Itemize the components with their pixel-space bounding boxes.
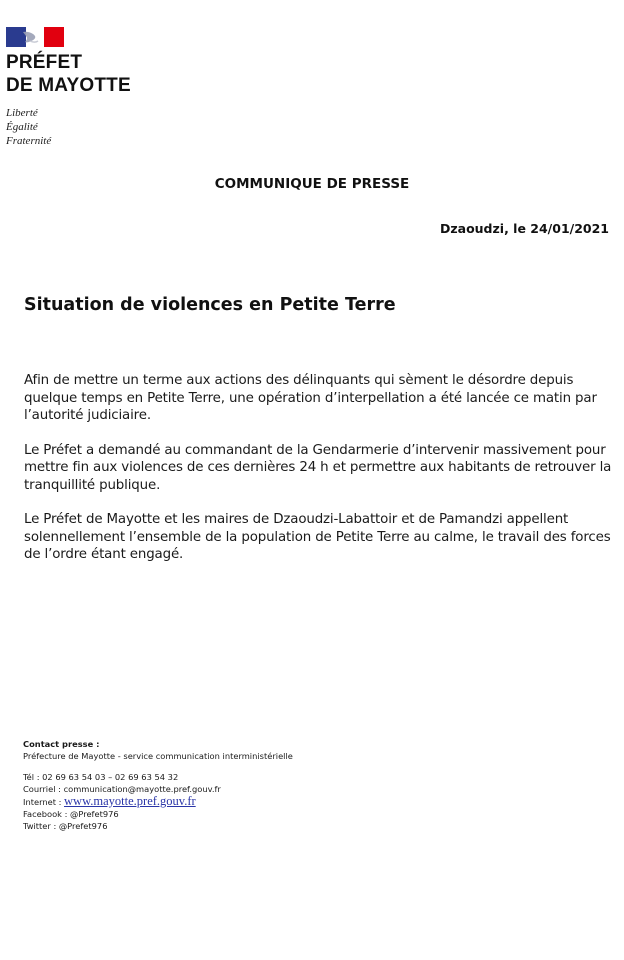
motto-fraternite: Fraternité: [6, 135, 52, 147]
document-type: COMMUNIQUE DE PRESSE: [214, 176, 410, 192]
body-paragraph: Afin de mettre un terme aux actions des délinquants qui sèment le désordre depuis quelque temps en Petite Terre, une opération d’interpellation a été lancée ce matin par l’autorité judiciaire.: [24, 373, 597, 423]
motto-egalite: Égalité: [6, 121, 38, 133]
motto-liberte: Liberté: [6, 107, 38, 119]
document-title: Situation de violences en Petite Terre: [24, 295, 396, 315]
document-date: Dzaoudzi, le 24/01/2021: [439, 221, 609, 236]
contact-internet: [23, 795, 443, 808]
contact-heading: Contact presse :: [23, 739, 100, 749]
institution-line-2: DE MAYOTTE: [6, 75, 131, 96]
body-paragraph: Le Préfet a demandé au commandant de la Gendarmerie d’intervenir massivement pour mettre fin aux violences de ces dernières 24 h et permettre aux habitants de retrouver la tranquillité publique.: [24, 442, 612, 493]
contact-phone: Tél : 02 69 63 54 03 – 02 69 63 54 32: [23, 772, 179, 782]
republic-motto: [6, 106, 126, 148]
press-contact: [23, 738, 443, 832]
institution-name: [6, 51, 206, 97]
internet-label: Internet :: [23, 797, 65, 807]
marianne-flag-icon: [6, 27, 64, 47]
contact-service: Préfecture de Mayotte - service communication interministérielle: [23, 751, 293, 761]
contact-facebook: Facebook : @Prefet976: [23, 809, 119, 819]
body-paragraph: Le Préfet de Mayotte et les maires de Dzaoudzi-Labattoir et de Pamandzi appellent solennellement l’ensemble de la population de Petite Terre au calme, le travail des forces de l’ordre étant engagé.: [24, 512, 611, 562]
document-body: [24, 372, 614, 581]
contact-email: Courriel : communication@mayotte.pref.gouv.fr: [23, 784, 221, 794]
website-link[interactable]: www.mayotte.pref.gouv.fr: [64, 794, 196, 808]
institution-line-1: PRÉFET: [6, 52, 83, 73]
contact-twitter: Twitter : @Prefet976: [23, 821, 108, 831]
